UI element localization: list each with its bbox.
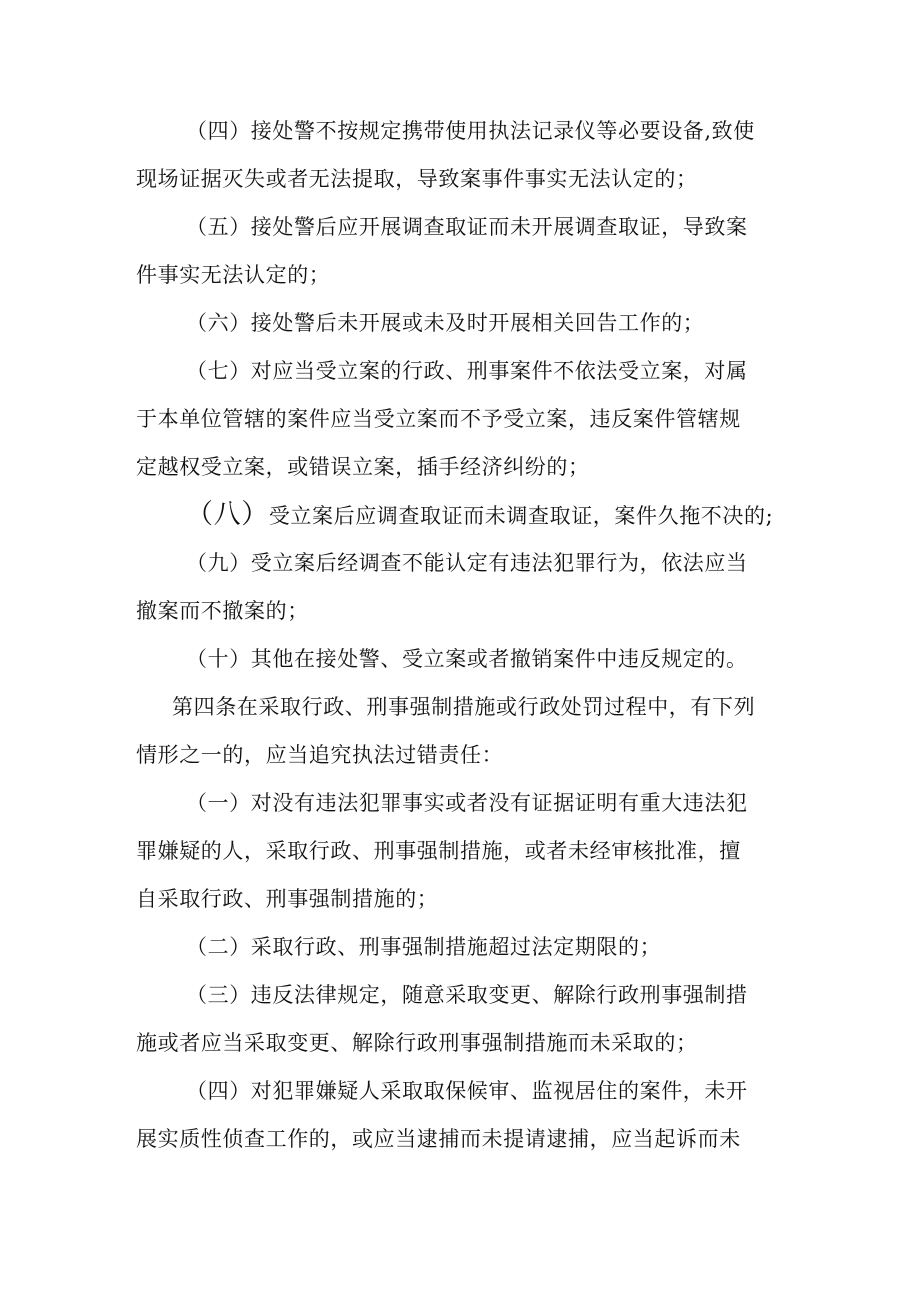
paragraph-line: （五）接处警后应开展调查取证而未开展调查取证，导致案	[186, 215, 748, 239]
paragraph-line: （六）接处警后未开展或未及时开展相关回告工作的；	[186, 311, 705, 335]
paragraph-line: 施或者应当采取变更、解除行政刑事强制措施而未采取的；	[136, 1031, 698, 1055]
article-heading-line: 第四条在采取行政、刑事强制措施或行政处罚过程中，有下列	[172, 695, 756, 719]
paragraph-line: 自采取行政、刑事强制措施的；	[136, 887, 439, 911]
paragraph-line: 情形之一的，应当追究执法过错责任：	[136, 743, 504, 767]
paragraph-line: （三）违反法律规定，随意采取变更、解除行政刑事强制措	[186, 983, 748, 1007]
item-8-marker: （八）	[186, 499, 269, 530]
paragraph-line: （一）对没有违法犯罪事实或者没有证据证明有重大违法犯	[186, 791, 748, 815]
paragraph-line: （二）采取行政、刑事强制措施超过法定期限的；	[186, 935, 662, 959]
paragraph-line: （四）对犯罪嫌疑人采取取保候审、监视居住的案件，未开	[186, 1079, 748, 1103]
paragraph-line: 展实质性侦查工作的，或应当逮捕而未提请逮捕，应当起诉而未	[136, 1127, 741, 1151]
item-8-text: 受立案后应调查取证而未调查取证，案件久拖不决的;	[268, 504, 774, 528]
paragraph-line: 撤案而不撤案的；	[136, 599, 309, 623]
paragraph-line: （四）接处警不按规定携带使用执法记录仪等必要设备,致使	[186, 119, 755, 143]
paragraph-line: （七）对应当受立案的行政、刑事案件不依法受立案，对属	[186, 359, 748, 383]
paragraph-line: （九）受立案后经调查不能认定有违法犯罪行为，依法应当	[186, 551, 748, 575]
paragraph-line: 罪嫌疑的人，采取行政、刑事强制措施，或者未经审核批准，擅	[136, 839, 741, 863]
paragraph-line: 于本单位管辖的案件应当受立案而不予受立案，违反案件管辖规	[136, 407, 741, 431]
paragraph-line-item-8	[186, 497, 773, 533]
paragraph-line: 件事实无法认定的；	[136, 263, 331, 287]
paragraph-line: （十）其他在接处警、受立案或者撤销案件中违反规定的。	[186, 647, 748, 671]
paragraph-line: 定越权受立案，或错误立案，插手经济纠纷的；	[136, 455, 590, 479]
paragraph-line: 现场证据灭失或者无法提取，导致案事件事实无法认定的；	[136, 167, 698, 191]
